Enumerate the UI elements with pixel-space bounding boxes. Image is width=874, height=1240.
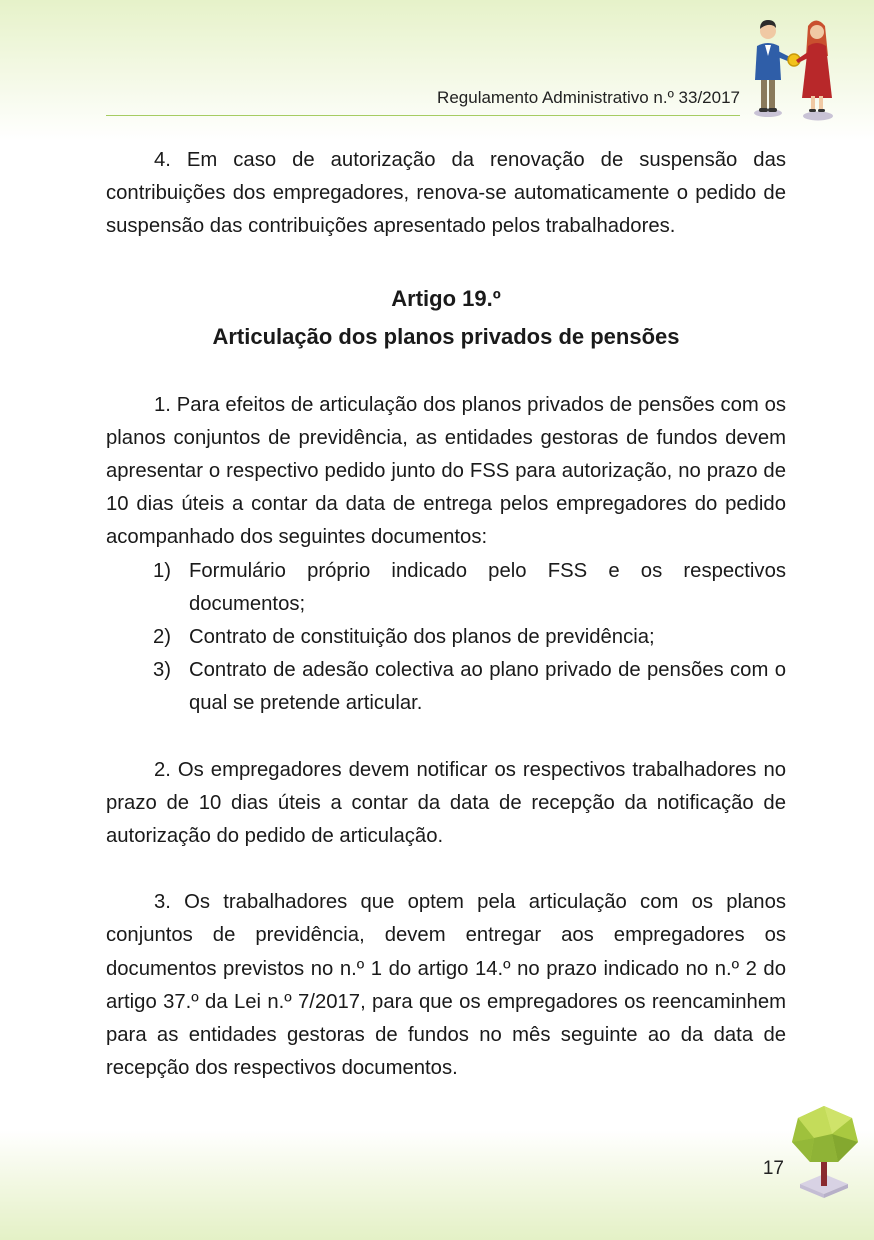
header-title: Regulamento Administrativo n.º 33/2017: [437, 88, 740, 107]
spacer: [106, 853, 786, 886]
document-body: [106, 144, 786, 1085]
spacer: [106, 721, 786, 754]
footer-background: [0, 1130, 874, 1240]
paragraph-3: 3. Os trabalhadores que optem pela articulação com os planos conjuntos de previdência, devem entregar aos empregadores os documentos previstos no n.º 1 do artigo 14.º no prazo indicado no n.º 2 do artigo 37.º da Lei n.º 7/2017, para que os empregadores os reencaminhem para as entidades gestoras de fundos no mês seguinte ao da data de recepção dos respectivos documentos.: [106, 891, 786, 1080]
article-number: Artigo 19.º: [391, 285, 501, 311]
spacer: [106, 356, 786, 389]
list-item-text: Contrato de adesão colectiva ao plano privado de pensões com o qual se pretende articular.: [189, 659, 786, 715]
article-title: Articulação dos planos privados de pensões: [212, 323, 680, 349]
paragraph-4: 4. Em caso de autorização da renovação de suspensão das contribuições dos empregadores, renova-se automaticamente o pedido de suspensão das contribuições apresentado pelos trabalhadores.: [106, 149, 786, 238]
list-item-number: 3): [153, 659, 172, 682]
list-item-text: Formulário próprio indicado pelo FSS e os respectivos documentos;: [189, 559, 786, 615]
paragraph-2: 2. Os empregadores devem notificar os respectivos trabalhadores no prazo de 10 dias úteis a contar da data de recepção da notificação de autorização do pedido de articulação.: [106, 758, 786, 848]
list-item: [106, 555, 786, 621]
tree-icon: [786, 1104, 862, 1200]
article-heading: [106, 280, 786, 356]
page-number: 17: [762, 1158, 784, 1179]
list-item-text: Contrato de constituição dos planos de previdência;: [189, 626, 655, 649]
header-divider: [106, 115, 740, 116]
list-item-number: 1): [153, 559, 172, 582]
paragraph-1: 1. Para efeitos de articulação dos planos privados de pensões com os planos conjuntos de previdência, as entidades gestoras de fundos devem apresentar o respectivo pedido junto do FSS para autorização, no prazo de 10 dias úteis a contar da data de entrega pelos empregadores do pedido acompanhado dos seguintes documentos:: [106, 393, 786, 549]
list-item: [106, 621, 786, 654]
list-item-number: 2): [153, 626, 172, 649]
list-item: [106, 654, 786, 720]
people-exchanging-coin-icon: [746, 16, 842, 124]
header-background: [0, 0, 874, 140]
document-list: [106, 555, 786, 721]
